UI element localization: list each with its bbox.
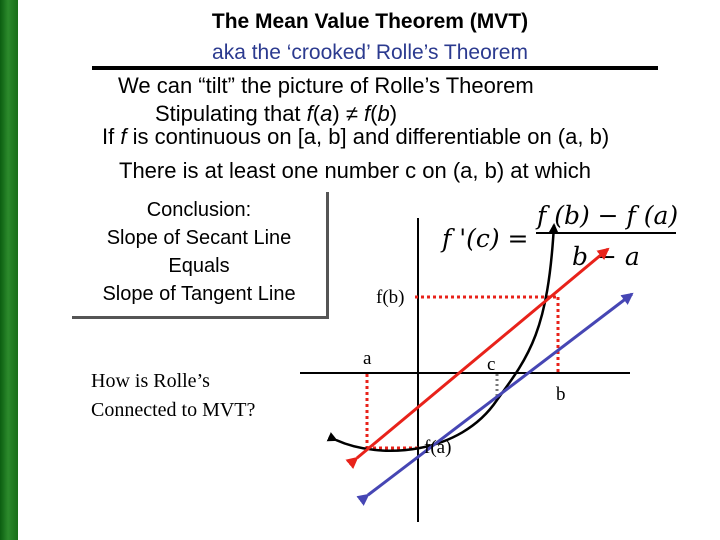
label-b: b <box>556 384 566 405</box>
label-c: c <box>487 354 496 375</box>
label-fa: f(a) <box>424 437 452 458</box>
hypothesis-statement: If f is continuous on [a, b] and differentiable on (a, b) <box>102 124 610 149</box>
formula-lhs: f '(c) = <box>442 224 529 253</box>
tilt-statement: We can “tilt” the picture of Rolle’s Theorem <box>118 73 534 98</box>
tangent-line <box>368 294 632 495</box>
secant-line <box>357 249 608 458</box>
formula-denominator: b − a <box>572 242 640 271</box>
label-a: a <box>363 348 372 369</box>
label-fb: f(b) <box>376 287 405 308</box>
stipulation-statement: Stipulating that f(a) ≠ f(b) <box>155 101 398 126</box>
formula-numerator: f (b) − f (a) <box>537 201 679 230</box>
function-curve <box>336 225 554 451</box>
slide-title: The Mean Value Theorem (MVT) <box>211 10 529 33</box>
slide-subtitle: aka the ‘crooked’ Rolle’s Theorem <box>212 41 528 64</box>
conclusion-line-tangent: Slope of Tangent Line <box>102 283 296 305</box>
conclusion-heading: Conclusion: <box>146 199 252 221</box>
question-line-1: How is Rolle’s <box>91 370 210 392</box>
conclusion-statement: There is at least one number c on (a, b) at which <box>119 158 592 183</box>
conclusion-line-equals: Equals <box>168 255 230 277</box>
conclusion-line-secant: Slope of Secant Line <box>106 227 292 249</box>
question-line-2: Connected to MVT? <box>91 399 256 421</box>
